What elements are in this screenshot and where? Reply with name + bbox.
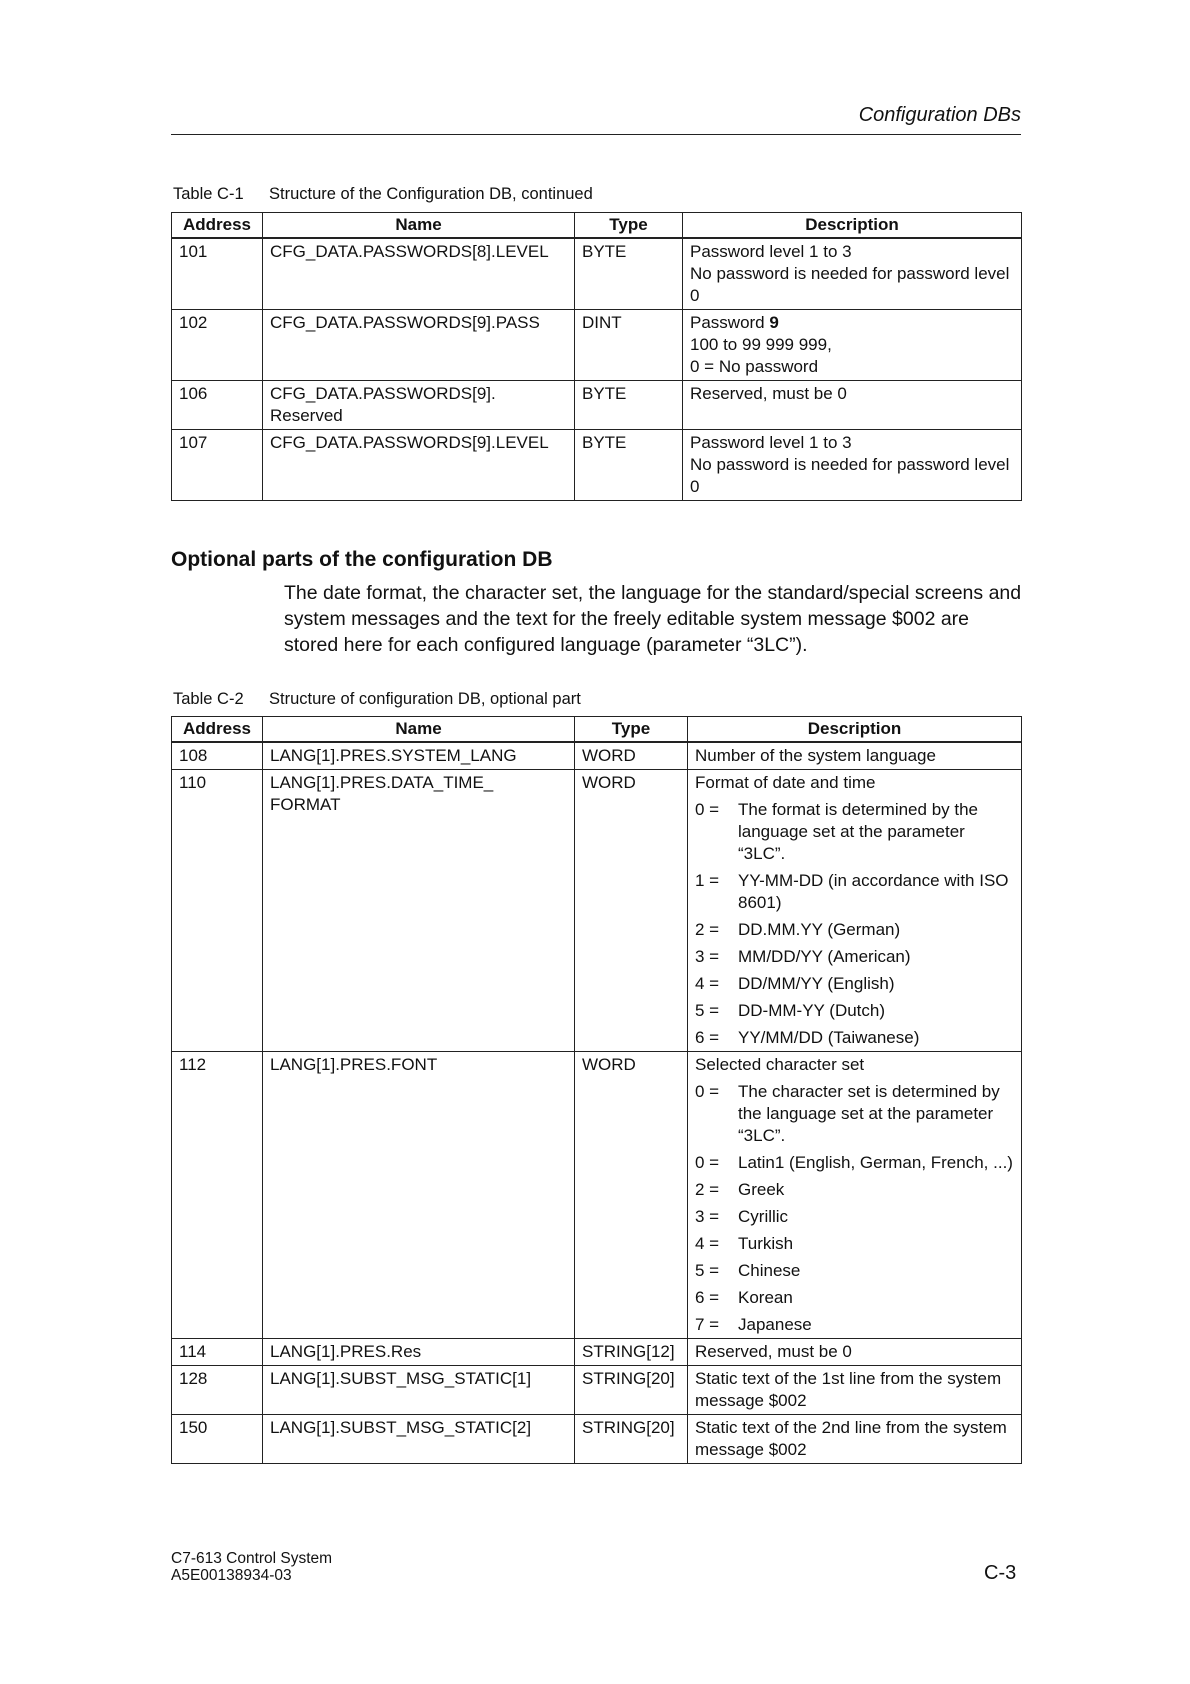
description-line: Format of date and time xyxy=(695,773,876,792)
option-text: YY-MM-DD (in accordance with ISO 8601) xyxy=(738,871,1009,912)
cell-address: 110 xyxy=(172,770,263,1052)
col-header-name: Name xyxy=(263,213,575,239)
cell-type: STRING[20] xyxy=(575,1415,688,1464)
description-line: 100 to 99 999 999, xyxy=(690,335,832,354)
cell-address: 128 xyxy=(172,1366,263,1415)
table-row xyxy=(172,430,1022,501)
cell-type: WORD xyxy=(575,770,688,1052)
option-code: 6 = xyxy=(695,1028,720,1047)
table1-caption-text: Structure of the Configuration DB, continued xyxy=(269,185,593,203)
table1-caption-number: Table C-1 xyxy=(173,185,244,203)
option-code: 3 = xyxy=(695,947,720,966)
col-header-address: Address xyxy=(172,717,263,743)
cell-name: CFG_DATA.PASSWORDS[9].PASS xyxy=(263,310,575,381)
option-code: 3 = xyxy=(695,1207,720,1226)
cell-address: 102 xyxy=(172,310,263,381)
option-text: The character set is determined by the language set at the parameter “3LC”. xyxy=(738,1082,1000,1145)
description-line: Password level 1 to 3 xyxy=(690,433,852,452)
cell-description xyxy=(688,770,1022,1052)
list-item xyxy=(695,1287,1015,1309)
list-item xyxy=(695,946,1015,968)
table2-caption xyxy=(173,690,581,709)
cell-type: BYTE xyxy=(575,430,683,501)
list-item xyxy=(695,1314,1015,1336)
description-line: No password is needed for password level 0 xyxy=(690,455,1010,496)
table1 xyxy=(171,212,1022,501)
option-text: Cyrillic xyxy=(738,1207,789,1226)
cell-name: LANG[1].PRES.DATA_TIME_ FORMAT xyxy=(263,770,575,1052)
description-line: Selected character set xyxy=(695,1055,865,1074)
list-item xyxy=(695,1260,1015,1282)
cell-description xyxy=(688,1052,1022,1339)
cell-description xyxy=(683,310,1022,381)
list-item xyxy=(695,1000,1015,1022)
col-header-type: Type xyxy=(575,717,688,743)
col-header-name: Name xyxy=(263,717,575,743)
option-text: Japanese xyxy=(738,1315,812,1334)
footer-product: C7-613 Control System xyxy=(171,1550,333,1567)
cell-type: STRING[20] xyxy=(575,1366,688,1415)
cell-address: 150 xyxy=(172,1415,263,1464)
running-title: Configuration DBs xyxy=(858,104,1021,126)
table2-header-row xyxy=(172,717,1022,743)
cell-name: LANG[1].PRES.SYSTEM_LANG xyxy=(263,742,575,770)
cell-description: Static text of the 2nd line from the system message $002 xyxy=(688,1415,1022,1464)
list-item xyxy=(695,799,1015,865)
col-header-address: Address xyxy=(172,213,263,239)
col-header-type: Type xyxy=(575,213,683,239)
cell-type: DINT xyxy=(575,310,683,381)
option-code: 4 = xyxy=(695,974,720,993)
description-line xyxy=(690,312,1015,334)
option-text: DD/MM/YY (English) xyxy=(738,974,895,993)
table-row xyxy=(172,770,1022,1052)
option-text: Chinese xyxy=(738,1261,801,1280)
table-row xyxy=(172,1366,1022,1415)
cell-type: STRING[12] xyxy=(575,1339,688,1366)
date-format-options xyxy=(695,799,1015,1049)
table2-caption-text: Structure of configuration DB, optional part xyxy=(269,690,581,708)
option-text: MM/DD/YY (American) xyxy=(738,947,911,966)
cell-address: 101 xyxy=(172,238,263,310)
cell-address: 106 xyxy=(172,381,263,430)
table-row xyxy=(172,1339,1022,1366)
list-item xyxy=(695,1179,1015,1201)
cell-description: Reserved, must be 0 xyxy=(683,381,1022,430)
option-text: Latin1 (English, German, French, ...) xyxy=(738,1153,1013,1172)
table1-header-row xyxy=(172,213,1022,239)
list-item xyxy=(695,1027,1015,1049)
cell-name: CFG_DATA.PASSWORDS[8].LEVEL xyxy=(263,238,575,310)
option-code: 7 = xyxy=(695,1315,720,1334)
cell-name: LANG[1].SUBST_MSG_STATIC[1] xyxy=(263,1366,575,1415)
option-code: 6 = xyxy=(695,1288,720,1307)
page-number: C-3 xyxy=(984,1562,1017,1584)
table-row xyxy=(172,1415,1022,1464)
col-header-description: Description xyxy=(683,213,1022,239)
cell-description: Static text of the 1st line from the system message $002 xyxy=(688,1366,1022,1415)
cell-address: 112 xyxy=(172,1052,263,1339)
cell-address: 108 xyxy=(172,742,263,770)
description-line: No password is needed for password level 0 xyxy=(690,264,1010,305)
option-text: Korean xyxy=(738,1288,793,1307)
cell-description xyxy=(683,430,1022,501)
list-item xyxy=(695,973,1015,995)
character-set-options xyxy=(695,1081,1015,1336)
option-text: The format is determined by the language set at the parameter “3LC”. xyxy=(738,800,979,863)
cell-name: LANG[1].SUBST_MSG_STATIC[2] xyxy=(263,1415,575,1464)
option-code: 2 = xyxy=(695,920,720,939)
cell-name: CFG_DATA.PASSWORDS[9]. Reserved xyxy=(263,381,575,430)
table-row xyxy=(172,238,1022,310)
cell-address: 114 xyxy=(172,1339,263,1366)
cell-description xyxy=(683,238,1022,310)
table-row xyxy=(172,1052,1022,1339)
table2 xyxy=(171,716,1022,1464)
cell-type: WORD xyxy=(575,742,688,770)
list-item xyxy=(695,1152,1015,1174)
option-text: DD.MM.YY (German) xyxy=(738,920,901,939)
page-footer xyxy=(171,1550,332,1584)
description-line: 0 = No password xyxy=(690,357,819,376)
cell-description: Number of the system language xyxy=(688,742,1022,770)
option-code: 4 = xyxy=(695,1234,720,1253)
option-code: 5 = xyxy=(695,1001,720,1020)
section-body: The date format, the character set, the language for the standard/special screens and system messages and the text for the freely editable system message $002 are stored here for each configured language (parameter “3LC”). xyxy=(284,582,1022,656)
footer-doc-number: A5E00138934-03 xyxy=(171,1567,292,1584)
col-header-description: Description xyxy=(688,717,1022,743)
cell-name: LANG[1].PRES.FONT xyxy=(263,1052,575,1339)
option-code: 0 = xyxy=(695,1082,720,1101)
list-item xyxy=(695,1081,1015,1147)
description-text: Password xyxy=(690,313,770,332)
cell-name: CFG_DATA.PASSWORDS[9].LEVEL xyxy=(263,430,575,501)
section-heading: Optional parts of the configuration DB xyxy=(171,548,553,571)
description-line: Password level 1 to 3 xyxy=(690,242,852,261)
cell-name: LANG[1].PRES.Res xyxy=(263,1339,575,1366)
cell-description: Reserved, must be 0 xyxy=(688,1339,1022,1366)
option-code: 0 = xyxy=(695,1153,720,1172)
list-item xyxy=(695,1206,1015,1228)
cell-type: BYTE xyxy=(575,238,683,310)
table2-caption-number: Table C-2 xyxy=(173,690,244,708)
list-item xyxy=(695,870,1015,914)
option-text: DD-MM-YY (Dutch) xyxy=(738,1001,886,1020)
description-bold-number: 9 xyxy=(769,313,779,332)
list-item xyxy=(695,919,1015,941)
option-text: Turkish xyxy=(738,1234,794,1253)
table1-caption xyxy=(173,185,593,204)
option-code: 2 = xyxy=(695,1180,720,1199)
option-text: YY/MM/DD (Taiwanese) xyxy=(738,1028,920,1047)
page-header xyxy=(171,100,1021,135)
table-row xyxy=(172,742,1022,770)
cell-type: BYTE xyxy=(575,381,683,430)
option-text: Greek xyxy=(738,1180,785,1199)
table-row xyxy=(172,381,1022,430)
table-row xyxy=(172,310,1022,381)
cell-type: WORD xyxy=(575,1052,688,1339)
list-item xyxy=(695,1233,1015,1255)
option-code: 0 = xyxy=(695,800,720,819)
option-code: 5 = xyxy=(695,1261,720,1280)
option-code: 1 = xyxy=(695,871,720,890)
cell-address: 107 xyxy=(172,430,263,501)
